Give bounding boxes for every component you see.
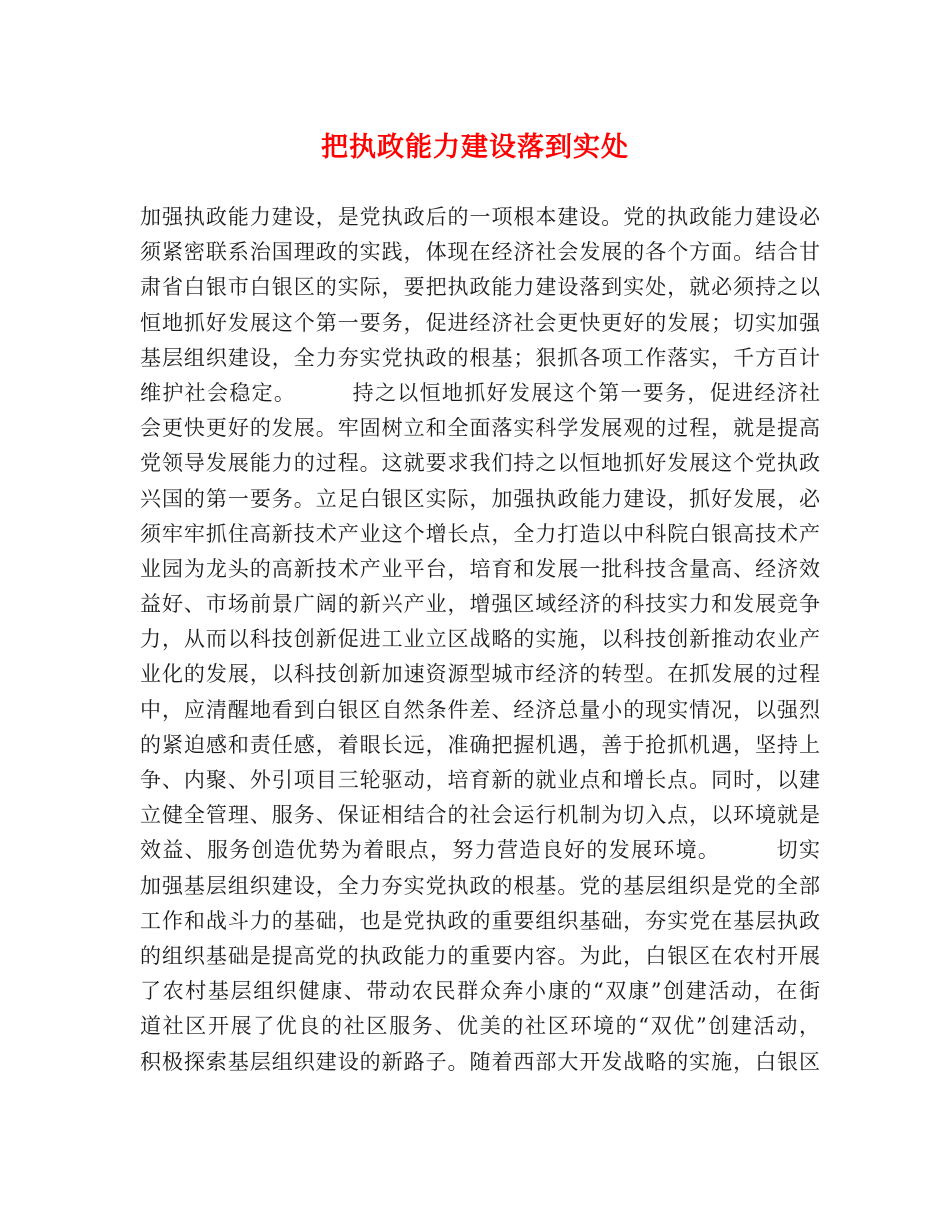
body-line: 兴国的第一要务。立足白银区实际，加强执政能力建设，抓好发展，必	[140, 486, 820, 511]
body-line: 维护社会稳定。 持之以恒地抓好发展这个第一要务，促进经济社	[140, 380, 820, 405]
body-line: 会更快更好的发展。牢固树立和全面落实科学发展观的过程，就是提高	[140, 416, 820, 441]
body-line: 积极探索基层组织建设的新路子。随着西部大开发战略的实施，白银区	[140, 1049, 820, 1074]
body-line: 中，应清醒地看到白银区自然条件差、经济总量小的现实情况，以强烈	[140, 697, 820, 722]
body-line: 工作和战斗力的基础，也是党执政的重要组织基础，夯实党在基层执政	[140, 908, 820, 933]
body-line: 的紧迫感和责任感，着眼长远，准确把握机遇，善于抢抓机遇，坚持上	[140, 732, 820, 757]
body-line: 恒地抓好发展这个第一要务，促进经济社会更快更好的发展；切实加强	[140, 310, 820, 335]
body-line: 了农村基层组织健康、带动农民群众奔小康的“双康”创建活动，在街	[140, 979, 820, 1004]
body-line: 立健全管理、服务、保证相结合的社会运行机制为切入点，以环境就是	[140, 803, 820, 828]
body-line: 益好、市场前景广阔的新兴产业，增强区域经济的科技实力和发展竞争	[140, 592, 820, 617]
body-line: 加强执政能力建设，是党执政后的一项根本建设。党的执政能力建设必	[140, 205, 820, 229]
body-line: 业化的发展，以科技创新加速资源型城市经济的转型。在抓发展的过程	[140, 662, 820, 687]
body-line: 须牢牢抓住高新技术产业这个增长点，全力打造以中科院白银高技术产	[140, 521, 820, 546]
body-line: 道社区开展了优良的社区服务、优美的社区环境的“双优”创建活动，	[140, 1014, 820, 1039]
body-line: 须紧密联系治国理政的实践，体现在经济社会发展的各个方面。结合甘	[140, 240, 820, 265]
body-line: 党领导发展能力的过程。这就要求我们持之以恒地抓好发展这个党执政	[140, 451, 820, 476]
body-line: 基层组织建设，全力夯实党执政的根基；狠抓各项工作落实，千方百计	[140, 345, 820, 370]
document-body	[140, 200, 820, 1080]
body-line: 争、内聚、外引项目三轮驱动，培育新的就业点和增长点。同时，以建	[140, 768, 820, 792]
body-line: 的组织基础是提高党的执政能力的重要内容。为此，白银区在农村开展	[140, 943, 820, 968]
body-line: 肃省白银市白银区的实际，要把执政能力建设落到实处，就必须持之以	[140, 275, 820, 300]
document-title: 把执政能力建设落到实处	[321, 132, 629, 163]
body-line: 业园为龙头的高新技术产业平台，培育和发展一批科技含量高、经济效	[140, 556, 820, 581]
body-line: 加强基层组织建设，全力夯实党执政的根基。党的基层组织是党的全部	[140, 873, 820, 898]
body-line: 效益、服务创造优势为着眼点，努力营造良好的发展环境。 切实	[140, 838, 820, 863]
body-line: 力，从而以科技创新促进工业立区战略的实施，以科技创新推动农业产	[140, 627, 820, 652]
